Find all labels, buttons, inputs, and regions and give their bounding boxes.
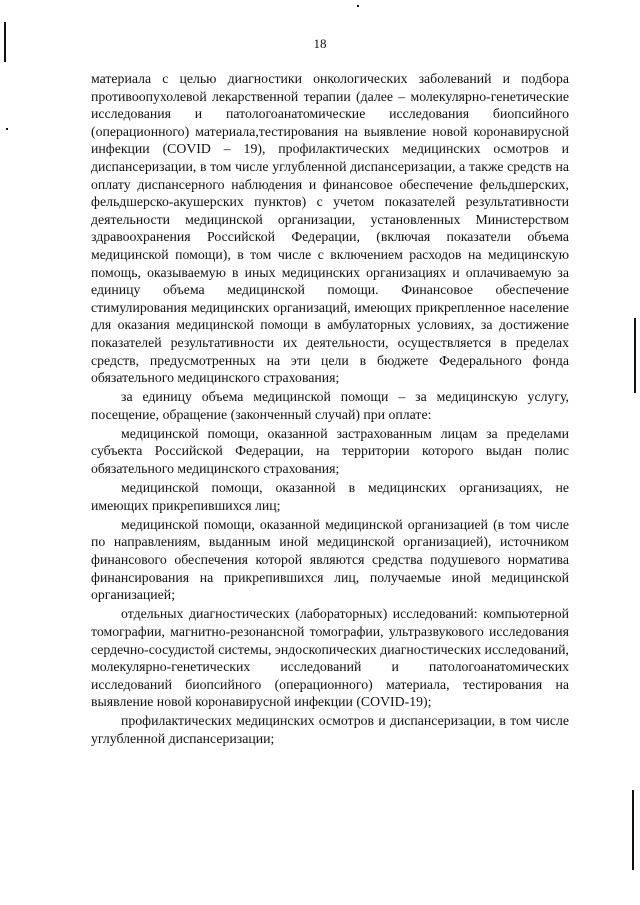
paragraph: отдельных диагностических (лабораторных) исследований: компьютерной томографии, магнитно-резонансной томографии, ультразвукового исследования сердечно-сосудистой системы, эндоскопических диагностических исследований, молекулярно-генетических исследований и патологоанатомических исследований биопсийного (операционного) материала, тестирования на выявление новой коронавирусной инфекции (COVID-19); [91,606,569,710]
scan-edge-mark-right [634,318,636,393]
body-text [91,70,569,749]
scan-dot-left [6,128,8,130]
scan-edge-mark-right-lower [632,790,634,870]
scan-dot-top [357,5,359,7]
page-number: 18 [313,36,327,51]
paragraph: медицинской помощи, оказанной медицинской организацией (в том числе по направлениям, выданным иной медицинской организацией), источником финансового обеспечения которой являются средства подушевого норматива финансирования на прикрепившихся лиц, получаемые иной медицинской организацией; [91,516,569,603]
paragraph: материала с целью диагностики онкологических заболеваний и подбора противоопухолевой лекарственной терапии (далее – молекулярно-генетические исследования и патологоанатомические исследования биопсийного (операционного) материала,тестирования на выявление новой коронавирусной инфекции (COVID – 19), профилактических медицинских осмотров и диспансеризации, в том числе углубленной диспансеризации, а также средств на оплату диспансерного наблюдения и финансовое обеспечение фельдшерских, фельдшерско-акушерских пунктов) с учетом показателей результативности деятельности медицинской организации, установленных Министерством здравоохранения Российской Федерации, (включая показатели объема медицинской помощи), в том числе с включением расходов на медицинскую помощь, оказываемую в иных медицинских организациях и оплачиваемую за единицу объема медицинской помощи. Финансовое обеспечение стимулирования медицинских организаций, имеющих прикрепленное население для оказания медицинской помощи в амбулаторных условиях, за достижение показателей результативности их деятельности, осуществляется в пределах средств, предусмотренных на эти цели в бюджете Федерального фонда обязательного медицинского страхования; [91,71,569,386]
paragraph: профилактических медицинских осмотров и диспансеризации, в том числе углубленной диспансеризации; [91,713,569,746]
paragraph: медицинской помощи, оказанной застрахованным лицам за пределами субъекта Российской Федерации, на территории которого выдан полис обязательного медицинского страхования; [91,425,569,477]
paragraph: медицинской помощи, оказанной в медицинских организациях, не имеющих прикрепившихся лиц; [91,480,569,513]
paragraph: за единицу объема медицинской помощи – за медицинскую услугу, посещение, обращение (законченный случай) при оплате: [91,389,569,422]
